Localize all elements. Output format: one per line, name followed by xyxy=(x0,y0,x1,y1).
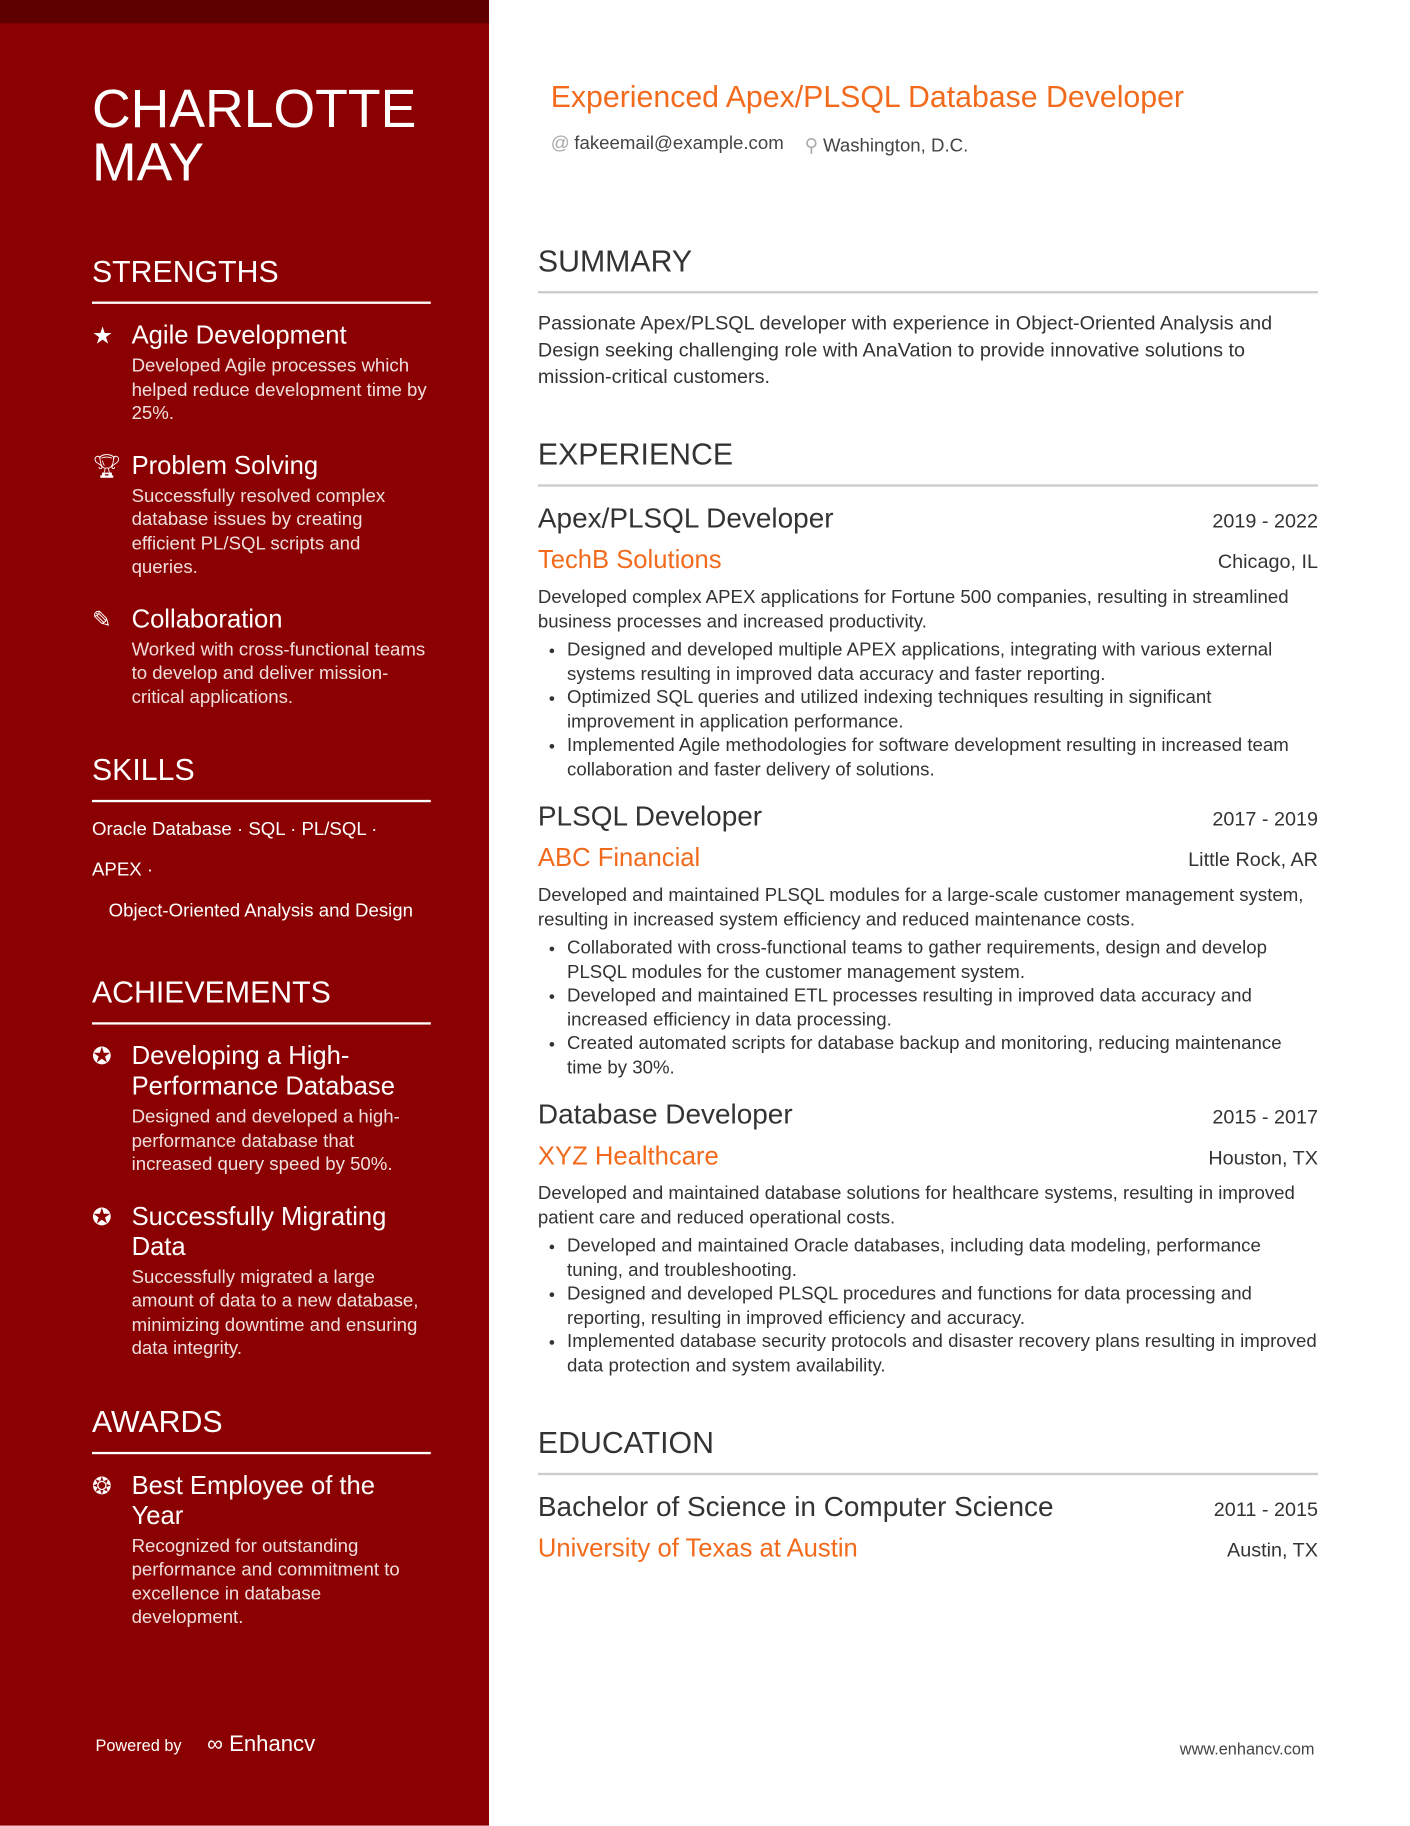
bullet: • Collaborated with cross-functional teams to gather requirements, design and develop PLSQL modules for the customer management system. xyxy=(567,937,1318,985)
job-dates: 2015 - 2017 xyxy=(1212,1106,1318,1129)
awards-heading: AWARDS xyxy=(91,1403,223,1439)
edu-location: Austin, TX xyxy=(1227,1539,1318,1562)
candidate-name xyxy=(91,78,431,193)
job-title: PLSQL Developer xyxy=(537,801,763,833)
job-description: Developed and maintained PLSQL modules for a large-scale customer management system, resulting in increased system efficiency and reduced maintenance costs. xyxy=(537,886,1304,930)
bullet: • Optimized SQL queries and utilized indexing techniques resulting in significant improvement in application performance. xyxy=(567,687,1318,735)
achievement-desc: Successfully migrated a large amount of data to a new database, minimizing downtime and ensuring data integrity. xyxy=(131,1267,419,1359)
achievements-heading: ACHIEVEMENTS xyxy=(91,974,331,1010)
bullet: • Developed and maintained ETL processes resulting in improved data accuracy and increased efficiency in data processing. xyxy=(567,985,1318,1033)
infinity-icon: ∞ xyxy=(207,1732,230,1757)
divider xyxy=(92,1451,431,1453)
location xyxy=(805,134,969,157)
divider xyxy=(92,800,431,802)
edu-dates: 2011 - 2015 xyxy=(1213,1498,1318,1521)
summary-text: Passionate Apex/PLSQL developer with experience in Object-Oriented Analysis and Design seeking challenging role with AnaVation to provide innovative solutions to mission-critical customers. xyxy=(537,312,1273,388)
email[interactable] xyxy=(551,134,784,157)
skills-list xyxy=(92,819,431,924)
company: TechB Solutions xyxy=(537,544,722,574)
enhancv-logo[interactable] xyxy=(207,1732,315,1758)
achievement-desc: Designed and developed a high-performance database that increased query speed by 50%. xyxy=(131,1107,400,1175)
bullet-list xyxy=(538,639,1318,782)
skill-line: APEX · xyxy=(91,860,154,881)
job-dates: 2019 - 2022 xyxy=(1212,509,1318,533)
bullet: • Created automated scripts for database backup and monitoring, reducing maintenance time by 30%. xyxy=(567,1033,1318,1081)
website[interactable]: www.enhancv.com xyxy=(1179,1739,1315,1759)
strengths-heading: STRENGTHS xyxy=(91,253,279,289)
medal-icon: ✪ xyxy=(91,1044,112,1070)
achievement-item xyxy=(92,1041,431,1178)
award-desc: Recognized for outstanding performance and commitment to excellence in database development. xyxy=(131,1536,400,1628)
experience-item xyxy=(538,1099,1318,1378)
location-text: Washington, D.C. xyxy=(822,136,969,157)
divider xyxy=(538,484,1318,486)
last-name: MAY xyxy=(91,131,205,193)
job-location: Chicago, IL xyxy=(1217,550,1318,573)
main-content xyxy=(538,0,1318,1564)
strength-item xyxy=(92,450,431,580)
top-band xyxy=(0,0,489,23)
strength-item xyxy=(92,320,431,427)
summary-heading: SUMMARY xyxy=(537,243,693,279)
education-heading: EDUCATION xyxy=(537,1425,714,1461)
company: XYZ Healthcare xyxy=(537,1141,719,1171)
trophy-icon: 🏆︎ xyxy=(91,453,122,480)
job-location: Little Rock, AR xyxy=(1188,848,1318,871)
strength-desc: Developed Agile processes which helped reduce development time by 25%. xyxy=(131,356,427,424)
star-icon: ★ xyxy=(91,323,113,350)
achievement-item xyxy=(92,1201,431,1362)
powered-by xyxy=(95,1732,315,1758)
strength-title: Collaboration xyxy=(131,603,283,633)
education-item xyxy=(538,1491,1318,1563)
experience-heading: EXPERIENCE xyxy=(537,436,734,472)
strength-desc: Successfully resolved complex database issues by creating efficient PL/SQL scripts and queries. xyxy=(131,486,386,578)
location-pin-icon: ⚲ xyxy=(804,136,819,157)
job-headline: Experienced Apex/PLSQL Database Developer xyxy=(550,79,1185,115)
company: ABC Financial xyxy=(537,842,701,873)
skills-heading: SKILLS xyxy=(91,752,195,788)
bullet-list xyxy=(538,1235,1318,1378)
brand-name: Enhancv xyxy=(229,1732,316,1757)
sidebar xyxy=(0,0,489,1826)
strength-desc: Worked with cross-functional teams to develop and deliver mission-critical applications. xyxy=(131,639,426,708)
first-name: CHARLOTTE xyxy=(91,78,417,139)
bullet: • Implemented Agile methodologies for software development resulting in increased team collaboration and faster delivery of solutions. xyxy=(567,735,1318,783)
bullet: • Designed and developed multiple APEX applications, integrating with various external systems resulting in improved data accuracy and faster reporting. xyxy=(567,639,1318,687)
bullet: • Implemented database security protocols and disaster recovery plans resulting in improved data protection and system availability. xyxy=(567,1331,1318,1379)
email-text: fakeemail@example.com xyxy=(574,133,784,154)
powered-label: Powered by xyxy=(95,1735,182,1755)
bullet: • Developed and maintained Oracle databases, including data modeling, performance tuning, and troubleshooting. xyxy=(567,1235,1318,1283)
medal-icon: ✪ xyxy=(91,1204,112,1231)
contact-info xyxy=(551,134,1318,157)
magic-wand-icon: ✎ xyxy=(91,607,112,633)
strength-title: Problem Solving xyxy=(131,450,319,480)
divider xyxy=(538,291,1318,293)
achievement-title: Successfully Migrating Data xyxy=(131,1200,387,1261)
divider xyxy=(92,1022,431,1024)
job-description: Developed and maintained database solutions for healthcare systems, resulting in improved patient care and reduced operational costs. xyxy=(537,1184,1295,1228)
strength-title: Agile Development xyxy=(131,320,347,350)
achievement-title: Developing a High-Performance Database xyxy=(131,1040,395,1101)
school: University of Texas at Austin xyxy=(537,1533,858,1563)
job-title: Database Developer xyxy=(537,1099,793,1131)
bullet: • Designed and developed PLSQL procedures and functions for data processing and reporting, resulting in improved efficiency and accuracy. xyxy=(567,1283,1318,1331)
job-location: Houston, TX xyxy=(1208,1146,1318,1169)
job-dates: 2017 - 2019 xyxy=(1212,808,1318,831)
divider xyxy=(538,1473,1318,1475)
job-title: Apex/PLSQL Developer xyxy=(537,502,834,535)
skill-line: Oracle Database · SQL · PL/SQL · xyxy=(91,819,378,840)
degree: Bachelor of Science in Computer Science xyxy=(537,1491,1054,1523)
skill-line: Object-Oriented Analysis and Design xyxy=(108,901,414,921)
strength-item xyxy=(92,604,431,711)
bullet-list xyxy=(538,937,1318,1080)
at-icon: @ xyxy=(550,133,570,154)
experience-item xyxy=(538,801,1318,1080)
award-title: Best Employee of the Year xyxy=(131,1469,376,1530)
divider xyxy=(92,302,431,304)
award-icon: ❂ xyxy=(91,1473,112,1500)
award-item xyxy=(92,1470,431,1631)
job-description: Developed complex APEX applications for Fortune 500 companies, resulting in streamlined business processes and increased productivity. xyxy=(537,587,1289,632)
experience-item xyxy=(538,503,1318,782)
